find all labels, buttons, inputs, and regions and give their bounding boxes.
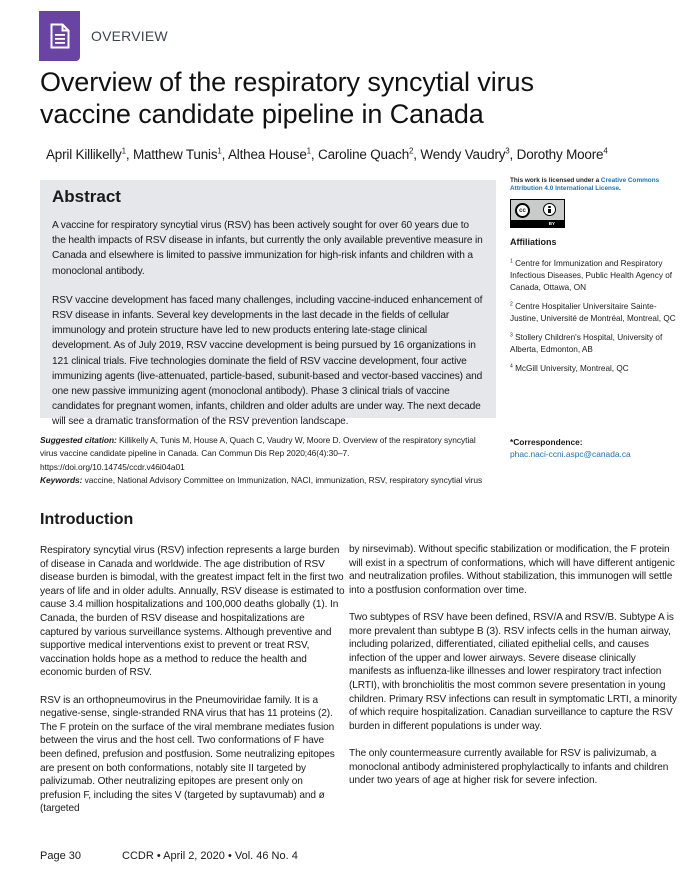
affiliations-list — [510, 258, 680, 375]
abstract-paragraph: A vaccine for respiratory syncytial virus (RSV) has been actively sought for over 60 years due to the health impacts of RSV disease in infants, but currently the only available preventive measure in Canada and elsewhere is limited to passive immunization for high-risk infants and children with a monoclonal antibody. — [52, 220, 483, 277]
attribution-person-icon — [543, 203, 556, 216]
title-line-1: Overview of the respiratory syncytial virus — [40, 67, 534, 97]
body-paragraph: RSV is an orthopneumovirus in the Pneumoviridae family. It is a negative-sense, single-stranded RNA virus that has 11 proteins (2). The F protein on the surface of the viral membrane mediates fusion between the virus and the host cell. Two conformations of F have been defined, prefusion and postfusion. Some neutralizing epitopes are present on both conformations, notably site II targeted by palivizumab. Other neutralizing epitopes are present only on prefusion F, including the sites V (targeted by suptavumab) and ø (targeted — [40, 694, 335, 815]
abstract-paragraph: RSV vaccine development has faced many challenges, including vaccine-induced enhancement of RSV disease in infants. Several key developments in the last decade in the fields of cellular immunology and protein structure have led to new products entering late-stage clinical development. As of July 2019, RSV vaccine development is being pursued by 16 organizations in 121 clinical trials. Five technologies dominate the field of RSV vaccine development, four active immunizing agents (live-attenuated, particle-based, subunit-based and vector-based vaccines) and one new passive immunizing agent (monoclonal antibody). Phase 3 clinical trials of vaccine candidates for pregnant women, infants, children and older adults are under way. The next decade will see a dramatic transformation of the RSV prevention landscape. — [52, 294, 483, 428]
introduction-heading: Introduction — [40, 511, 134, 528]
abstract-box — [40, 180, 496, 428]
affiliation-item: $^1$ Centre for Immunization and Respiratory Infectious Diseases, Public Health Agency of Canada, Ottawa, ON — [510, 258, 673, 292]
body-column-right — [349, 543, 679, 788]
title-line-2: vaccine candidate pipeline in Canada — [40, 99, 484, 129]
page-number: Page 30 — [40, 850, 81, 862]
author: April Killikelly$^1$ — [46, 146, 126, 162]
keywords-text: vaccine, National Advisory Committee on Immunization, NACI, immunization, RSV, respiratory syncytial virus — [84, 474, 483, 485]
correspondence — [510, 436, 680, 461]
author: Dorothy Moore$^4$ — [516, 146, 608, 162]
doi-link[interactable]: https://doi.org/10.14745/ccdr.v46i04a01 — [40, 461, 185, 472]
author: Althea House$^1$ — [228, 146, 311, 162]
author: Wendy Vaudry$^3$ — [420, 146, 510, 162]
body-paragraph: Respiratory syncytial virus (RSV) infection represents a large burden of disease in Canada and worldwide. The age distribution of RSV disease burden is bimodal, with the greatest impact felt in the first two years of life and in older adults. Annually, RSV disease is estimated to cause 3.4 million hospitalizations and 100,000 deaths globally (1). In Canada, the burden of RSV disease and hospitalizations are captured by various surveillance systems. Although preventive and supportive medical interventions exist to prevent or treat RSV, vaccination holds hope as a method to reduce the health and economic burden of RSV. — [40, 545, 345, 679]
body-column-left — [40, 544, 345, 816]
body-paragraph: Two subtypes of RSV have been defined, RSV/A and RSV/B. Subtype A is more prevalent than subtype B (3). RSV infects cells in the human airway, including polarized, differentiated, ciliated epithelial cells, and causes infection of the upper and lower airways. Severe disease clinically manifests as influenza-like illnesses and lower respiratory tract infection (LRTI), with bronchiolitis the most common severe presentation in young children. Primary RSV infections can result in symptomatic LRTI, a minority of which require hospitalization. Canadian surveillance to capture the RSV burden in different populations is under way. — [349, 611, 677, 732]
license-notice: This work is licensed under a Creative Commons Attribution 4.0 International License. — [510, 177, 660, 192]
correspondence-label: *Correspondence: — [510, 437, 583, 447]
suggested-citation — [40, 434, 495, 487]
article-title — [40, 66, 640, 130]
body-paragraph: The only countermeasure currently available for RSV is palivizumab, a monoclonal antibody administered prophylactically to infants and children under two years of age at higher risk for severe infection. — [349, 747, 669, 787]
keywords-label: Keywords: — [40, 474, 83, 485]
author-list: April Killikelly$^1$, Matthew Tunis$^1$, Althea House$^1$, Caroline Quach$^2$, Wendy Vaudry$^3$, Dorothy Moore$^4$ — [46, 146, 608, 162]
citation-text: Killikelly A, Tunis M, House A, Quach C, Vaudry W, Moore D. Overview of the respiratory syncytial virus vaccine candidate pipeline in Canada. Can Commun Dis Rep 2020;46(4):30–7. — [40, 435, 476, 459]
section-label: OVERVIEW — [91, 28, 168, 44]
affiliation-item: $^2$ Centre Hospitalier Universitaire Sainte-Justine, Université de Montréal, Montreal, QC — [510, 301, 676, 323]
by-label: BY — [548, 221, 555, 226]
section-tag — [39, 11, 168, 61]
affiliation-item: $^4$ McGill University, Montreal, QC — [510, 363, 629, 373]
author: Matthew Tunis$^1$ — [132, 146, 222, 162]
body-paragraph: by nirsevimab). Without specific stabilization or modification, the F protein will exist in a spectrum of conformations, which will have different antigenic and neutralization profiles. Without stabilization, this immunogen will settle into a postfusion conformation over time. — [349, 544, 675, 596]
journal-info: CCDR • April 2, 2020 • Vol. 46 No. 4 — [122, 850, 298, 862]
author: Caroline Quach$^2$ — [318, 146, 414, 162]
cc-icon: cc — [515, 203, 530, 218]
affiliations-heading: Affiliations — [510, 237, 557, 247]
license-link[interactable]: Creative Commons Attribution 4.0 International License — [510, 177, 660, 192]
page-footer — [40, 850, 298, 862]
citation-label: Suggested citation: — [40, 435, 117, 445]
document-icon — [39, 11, 80, 61]
affiliation-item: $^3$ Stollery Children's Hospital, University of Alberta, Edmonton, AB — [510, 332, 663, 354]
sidebar — [510, 177, 680, 382]
cc-by-badge[interactable] — [510, 199, 565, 228]
correspondence-email-link[interactable]: phac.naci-ccni.aspc@canada.ca — [510, 449, 631, 460]
abstract-heading: Abstract — [52, 187, 121, 206]
